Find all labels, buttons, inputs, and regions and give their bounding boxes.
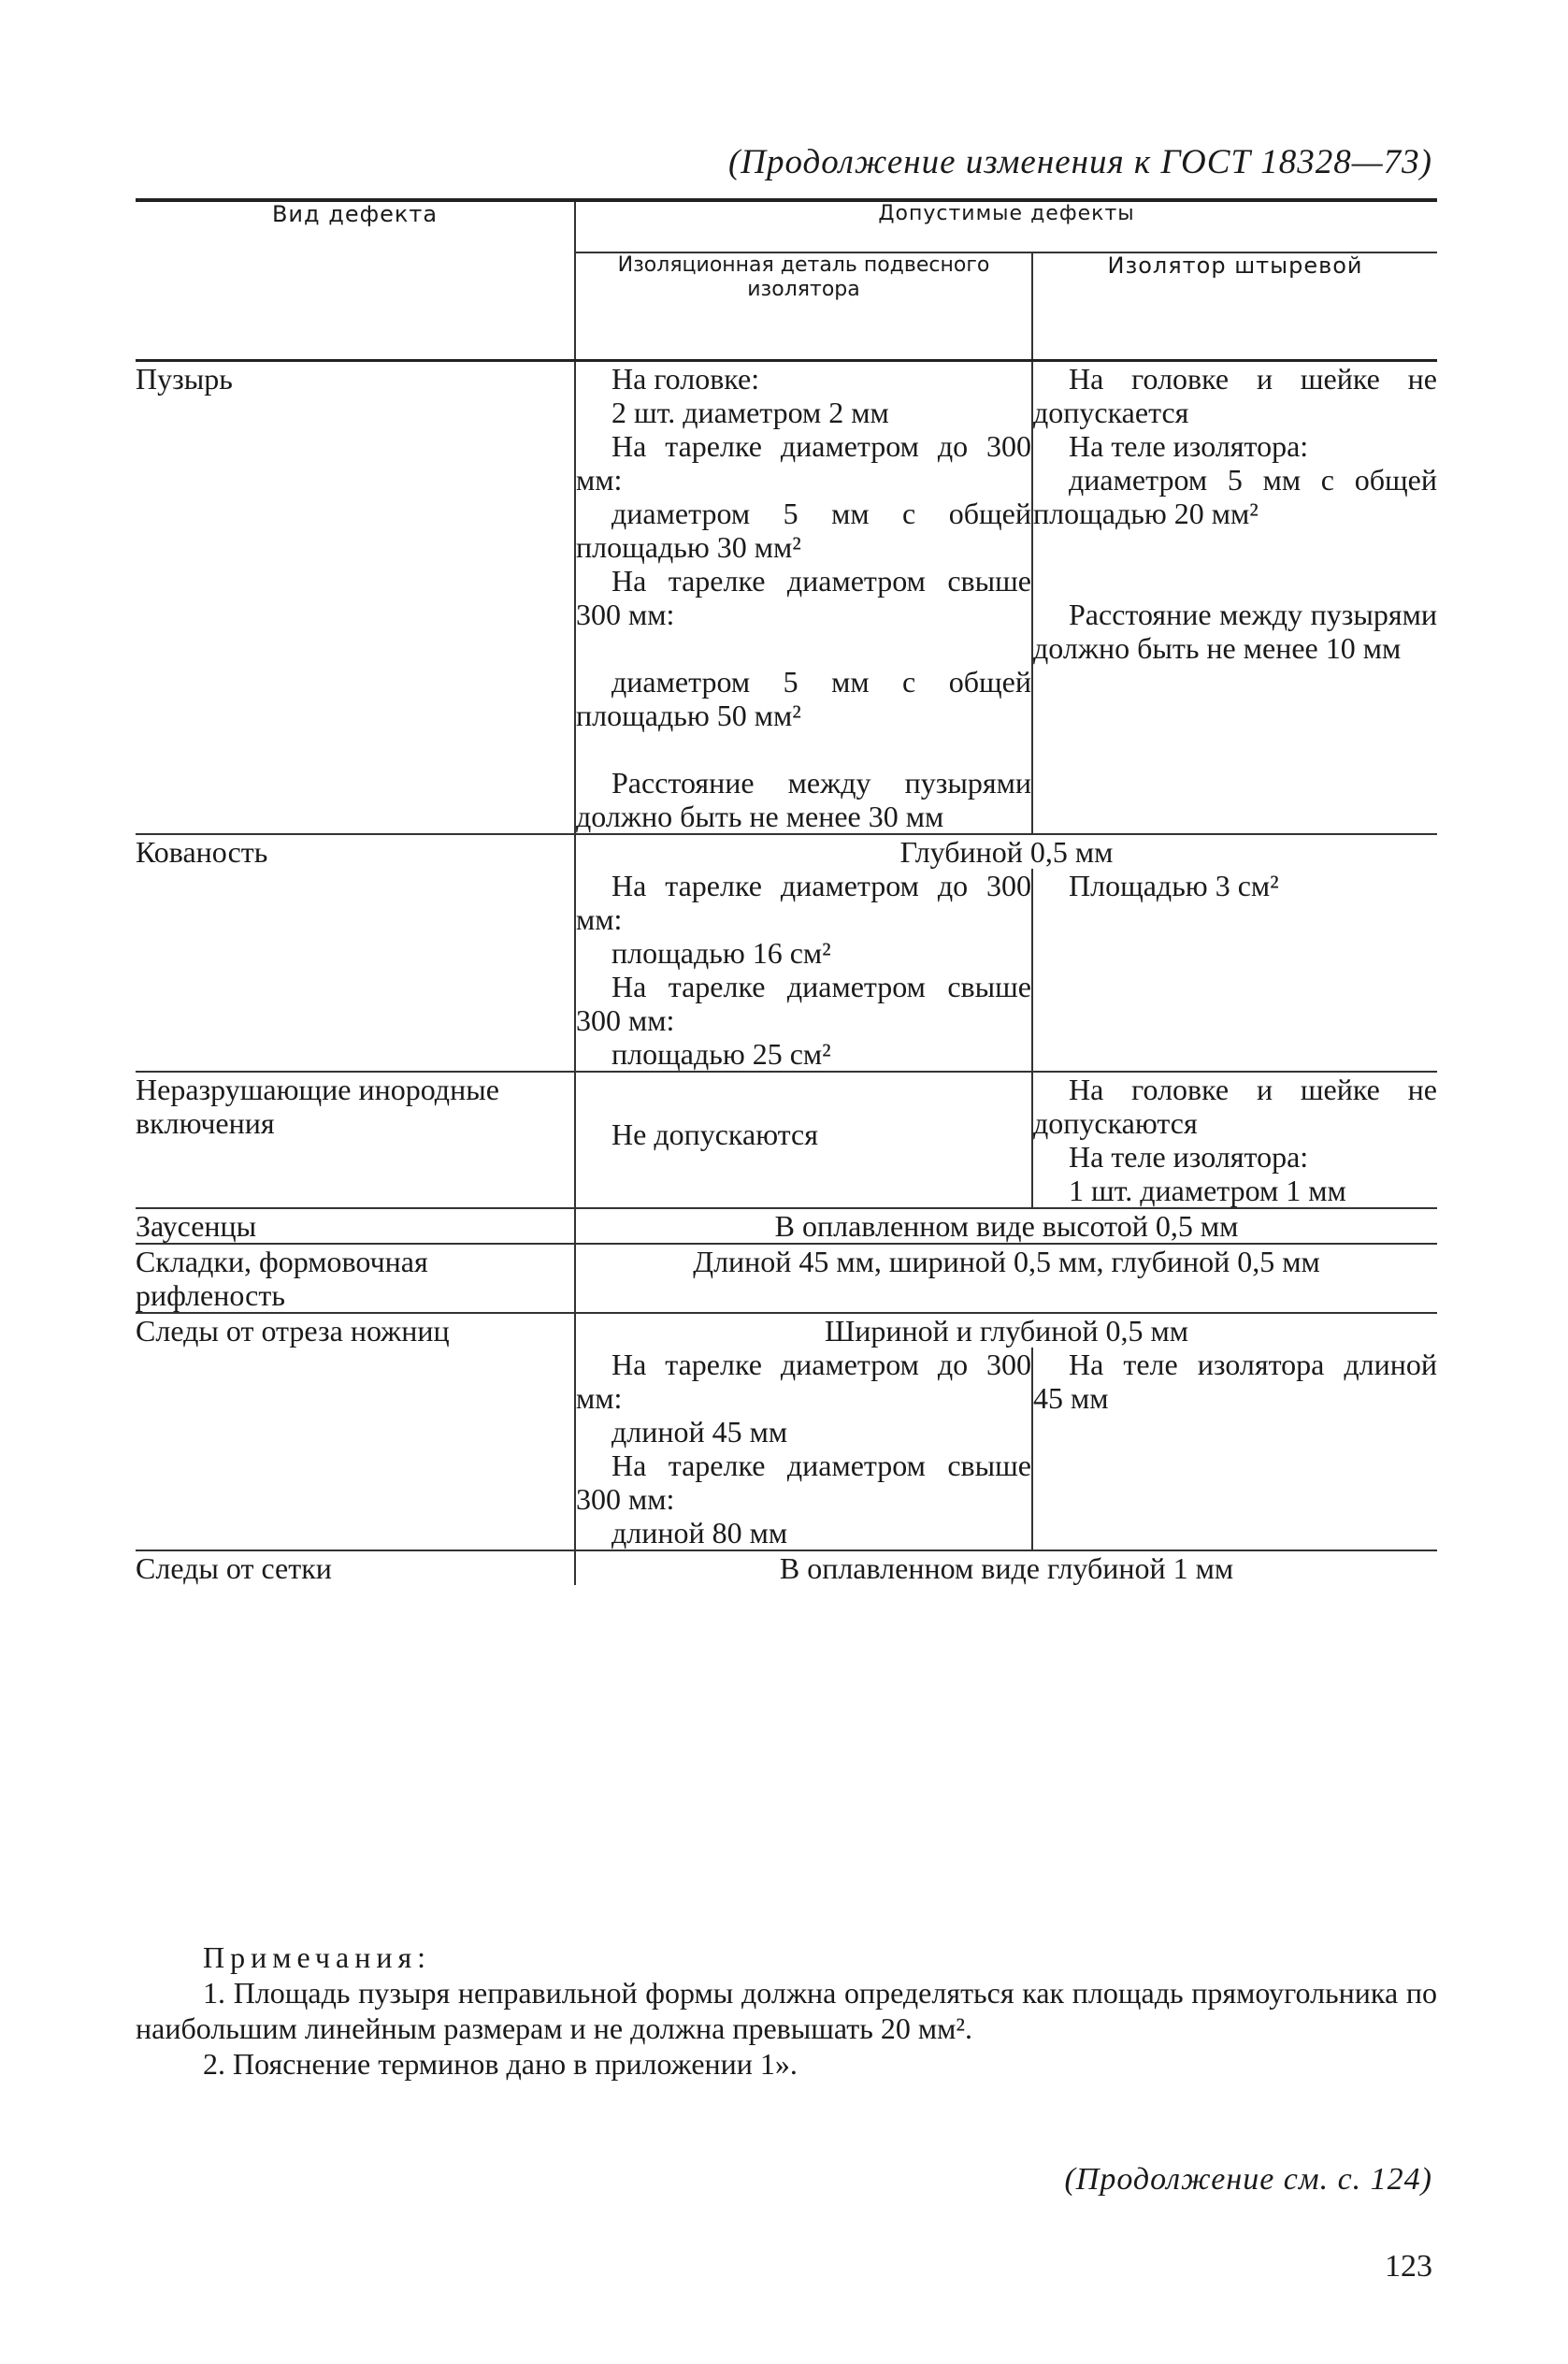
- column-header-allowed-defects: Допустимые дефекты: [575, 202, 1437, 252]
- span-cell: Длиной 45 мм, шириной 0,5 мм, глубиной 0,5 мм: [693, 1245, 1320, 1278]
- table-row: [136, 1245, 1437, 1313]
- suspension-cell: На тарелке диаметром до 300 мм: площадью 16 см² На тарелке диаметром свыше 300 мм: площадью 25 см²: [576, 869, 1031, 1071]
- defect-kind-cell: Неразрушающие инородные включения: [136, 1073, 575, 1208]
- table-row: [136, 1073, 1437, 1208]
- defect-kind-cell: Кованость: [136, 835, 575, 1072]
- table-row: [136, 1314, 1437, 1348]
- span-cell: В оплавленном виде глубиной 1 мм: [779, 1551, 1234, 1585]
- pin-cell: На головке и шейке не допускаются На теле изолятора: 1 шт. диаметром 1 мм: [1033, 1073, 1437, 1207]
- note-item: 2. Пояснение терминов дано в приложении 1».: [203, 2047, 798, 2081]
- defect-kind-cell: Следы от сетки: [136, 1551, 575, 1585]
- defects-table: [136, 198, 1437, 1585]
- span-cell: В оплавленном виде высотой 0,5 мм: [774, 1209, 1239, 1243]
- notes-section: [136, 1939, 1437, 2082]
- pin-cell: На головке и шейке не допускается На теле изолятора: диаметром 5 мм с общей площадью 20 мм² Расстояние между пузырями должно быть не менее 10 мм: [1033, 362, 1437, 665]
- column-header-suspension-insulator: Изоляционная деталь подвесного изолятора: [575, 252, 1032, 361]
- page-number: 123: [1385, 2249, 1432, 2284]
- defect-kind-cell: Следы от отреза ножниц: [136, 1314, 575, 1550]
- header-reference: (Продолжение изменения к ГОСТ 18328—73): [727, 143, 1432, 181]
- notes-title: Примечания:: [203, 1940, 432, 1974]
- suspension-cell: На тарелке диаметром до 300 мм: длиной 45 мм На тарелке диаметром свыше 300 мм: длиной 80 мм: [576, 1348, 1031, 1550]
- suspension-cell: Не допускаются: [575, 1073, 1032, 1208]
- column-header-pin-insulator: Изолятор штыревой: [1107, 252, 1363, 279]
- table-row: [136, 1551, 1437, 1585]
- table-row: [136, 362, 1437, 834]
- table-row: [136, 835, 1437, 869]
- column-header-defect-kind: Вид дефекта: [136, 202, 575, 361]
- table-header-row: [136, 202, 1437, 252]
- note-item: 1. Площадь пузыря неправильной формы должна определяться как площадь прямоугольника по наибольшим линейным размерам и не должна превышать 20 мм².: [136, 1976, 1437, 2045]
- pin-cell: На теле изолятора длиной 45 мм: [1033, 1348, 1437, 1415]
- defect-kind-cell: Складки, формовочная рифленость: [136, 1245, 575, 1313]
- defect-kind-cell: Пузырь: [136, 362, 575, 834]
- defect-kind-cell: Заусенцы: [136, 1209, 575, 1244]
- span-cell: Глубиной 0,5 мм: [899, 835, 1114, 869]
- span-cell: Шириной и глубиной 0,5 мм: [824, 1314, 1189, 1348]
- continuation-reference: (Продолжение см. с. 124): [1064, 2162, 1432, 2197]
- pin-cell: Площадью 3 см²: [1069, 869, 1279, 902]
- table-row: [136, 1209, 1437, 1244]
- suspension-cell: На головке: 2 шт. диаметром 2 мм На тарелке диаметром до 300 мм: диаметром 5 мм с общей площадью 30 мм² На тарелке диаметром свыше 300 мм: диаметром 5 мм с общей площадью 50 мм² Расстояние между пузырями должно быть не менее 30 мм: [576, 362, 1031, 833]
